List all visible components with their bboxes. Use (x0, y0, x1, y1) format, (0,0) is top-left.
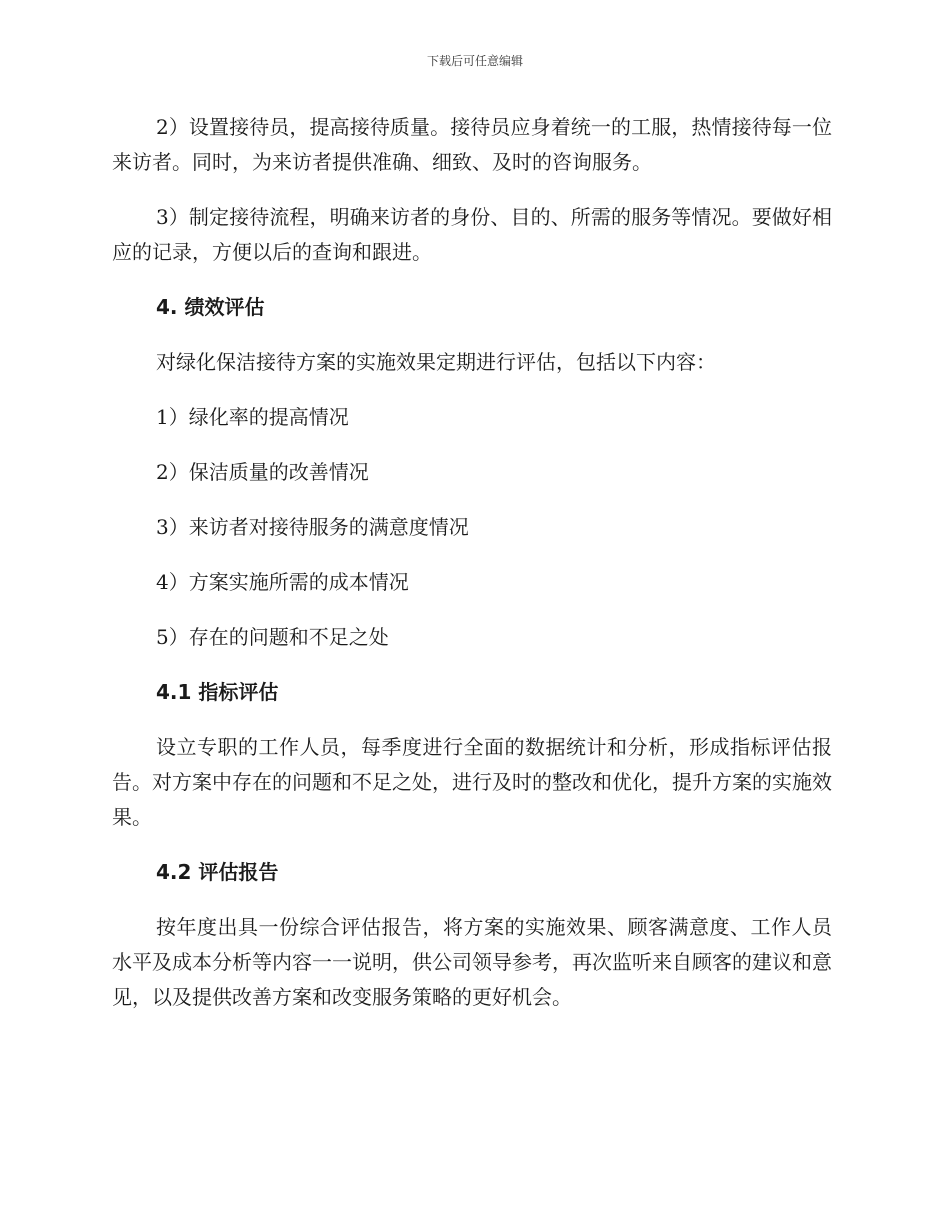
section-heading-evaluation-report: 4.2 评估报告 (156, 860, 279, 884)
list-item: 5）存在的问题和不足之处 (156, 625, 389, 649)
list-item: 3）来访者对接待服务的满意度情况 (156, 515, 469, 539)
section-heading-performance-evaluation: 4. 绩效评估 (156, 295, 265, 319)
paragraph-evaluation-intro: 对绿化保洁接待方案的实施效果定期进行评估，包括以下内容： (156, 350, 716, 374)
list-item: 1）绿化率的提高情况 (156, 405, 349, 429)
list-item: 2）保洁质量的改善情况 (156, 460, 369, 484)
paragraph-evaluation-report: 按年度出具一份综合评估报告，将方案的实施效果、顾客满意度、工作人员水平及成本分析等内容一一说明，供公司领导参考，再次监听来自顾客的建议和意见，以及提供改善方案和改变服务策略的更好机会。 (112, 915, 832, 1009)
paragraph-reception-process: 3）制定接待流程，明确来访者的身份、目的、所需的服务等情况。要做好相应的记录，方便以后的查询和跟进。 (112, 205, 832, 264)
section-heading-indicator-evaluation: 4.1 指标评估 (156, 680, 279, 704)
paragraph-indicator-evaluation: 设立专职的工作人员，每季度进行全面的数据统计和分析，形成指标评估报告。对方案中存在的问题和不足之处，进行及时的整改和优化，提升方案的实施效果。 (112, 735, 832, 829)
page-header: 下载后可任意编辑 (426, 54, 523, 68)
list-item: 4）方案实施所需的成本情况 (156, 570, 409, 594)
paragraph-reception-staff: 2）设置接待员，提高接待质量。接待员应身着统一的工服，热情接待每一位来访者。同时，为来访者提供准确、细致、及时的咨询服务。 (112, 115, 832, 174)
document-body (112, 110, 832, 1035)
